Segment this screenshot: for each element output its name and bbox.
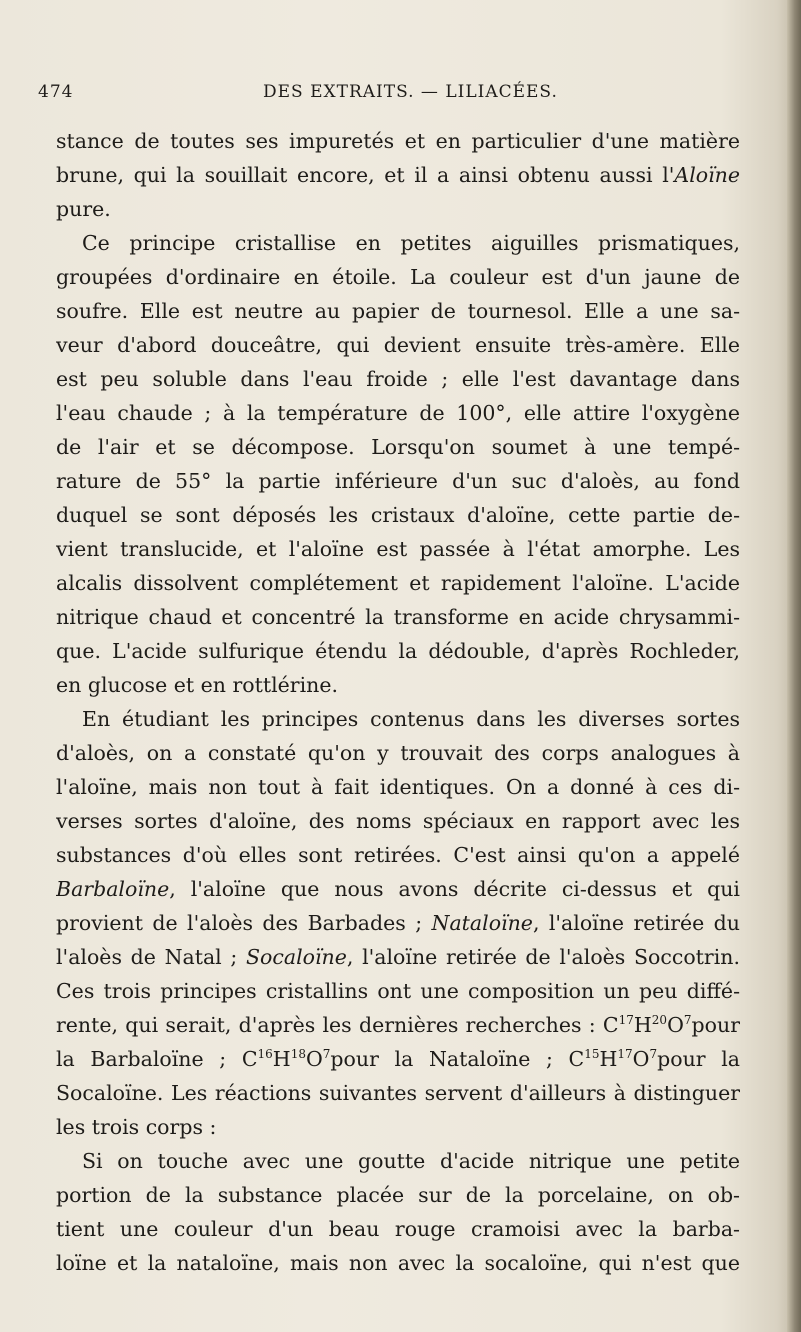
text-line-14: alcalis dissolvent complétement et rapidement l'aloïne. L'acide bbox=[56, 571, 740, 595]
text-line-8: est peu soluble dans l'eau froide ; elle l'est davantage dans bbox=[56, 367, 740, 391]
text-line-4: Ce principe cristallise en petites aiguilles prismatiques, bbox=[82, 231, 740, 255]
text-line-27: rente, qui serait, d'après les dernières recherches : $C^{17}H^{20}O^7pour$ bbox=[56, 1013, 740, 1037]
text-line-23: Barbaloïne, l'aloïne que nous avons décrite ci-dessus et qui bbox=[56, 877, 740, 901]
text-line-25: l'aloès de Natal ; Socaloïne, l'aloïne retirée de l'aloès Soccotrin. bbox=[56, 945, 740, 969]
formula-socaloine-o: 7 bbox=[649, 1047, 658, 1061]
formula-socaloine-h: 17 bbox=[617, 1047, 633, 1061]
text-line-16: que. L'acide sulfurique étendu la dédouble, d'après Rochleder, bbox=[56, 639, 740, 663]
page-number: 474 bbox=[38, 82, 74, 102]
page-edge-shadow bbox=[787, 0, 801, 1332]
text-line-28: la Barbaloïne ; $C^{16}H^{18}O^7pour$ la Nataloïne ; $C^{15}H^{17}O^7pour$ la bbox=[56, 1047, 740, 1071]
text-line-29: Socaloïne. Les réactions suivantes servent d'ailleurs à distinguer bbox=[56, 1081, 740, 1105]
text-line-7: veur d'abord douceâtre, qui devient ensuite très-amère. Elle bbox=[56, 333, 740, 357]
text-line-1: stance de toutes ses impuretés et en particulier d'une matière bbox=[56, 129, 740, 153]
body-text bbox=[56, 124, 740, 1280]
formula-nataloine-h: 18 bbox=[290, 1047, 306, 1061]
text-line-12: duquel se sont déposés les cristaux d'aloïne, cette partie de- bbox=[56, 503, 740, 527]
text-line-10: de l'air et se décompose. Lorsqu'on soumet à une tempé- bbox=[56, 435, 740, 459]
formula-nataloine-c: 16 bbox=[257, 1047, 273, 1061]
italic-term-aloine: Aloïne bbox=[674, 163, 740, 187]
formula-barbaloine-o: 7 bbox=[683, 1013, 692, 1027]
text-line-22: substances d'où elles sont retirées. C'est ainsi qu'on a appelé bbox=[56, 843, 740, 867]
text-line-9: l'eau chaude ; à la température de 100°, elle attire l'oxygène bbox=[56, 401, 740, 425]
text-line-26: Ces trois principes cristallins ont une composition un peu diffé- bbox=[56, 979, 740, 1003]
text-line-33: tient une couleur d'un beau rouge cramoisi avec la barba- bbox=[56, 1217, 740, 1241]
text-line-19: d'aloès, on a constaté qu'on y trouvait des corps analogues à bbox=[56, 741, 740, 765]
text-line-32: portion de la substance placée sur de la porcelaine, on ob- bbox=[56, 1183, 740, 1207]
text-line-30: les trois corps : bbox=[56, 1115, 217, 1139]
formula-barbaloine-h: 20 bbox=[651, 1013, 668, 1027]
text-line-34: loïne et la nataloïne, mais non avec la socaloïne, qui n'est que bbox=[56, 1251, 740, 1275]
italic-term-barbaloine: Barbaloïne bbox=[56, 877, 170, 901]
text-line-31: Si on touche avec une goutte d'acide nitrique une petite bbox=[82, 1149, 740, 1173]
text-line-6: soufre. Elle est neutre au papier de tournesol. Elle a une sa- bbox=[56, 299, 740, 323]
text-line-17: en glucose et en rottlérine. bbox=[56, 673, 338, 697]
running-title: DES EXTRAITS. — LILIACÉES. bbox=[263, 82, 558, 102]
formula-socaloine-c: 15 bbox=[584, 1047, 600, 1061]
text-line-5: groupées d'ordinaire en étoile. La couleur est d'un jaune de bbox=[56, 265, 740, 289]
italic-term-nataloine: Nataloïne bbox=[431, 911, 533, 935]
text-line-18: En étudiant les principes contenus dans les diverses sortes bbox=[82, 707, 740, 731]
page-header bbox=[38, 82, 738, 112]
text-line-3: pure. bbox=[56, 197, 111, 221]
text-line-21: verses sortes d'aloïne, des noms spéciaux en rapport avec les bbox=[56, 809, 740, 833]
formula-barbaloine-c: 17 bbox=[618, 1013, 634, 1027]
text-line-15: nitrique chaud et concentré la transforme en acide chrysammi- bbox=[56, 605, 740, 629]
formula-nataloine-o: 7 bbox=[322, 1047, 331, 1061]
italic-term-socaloine: Socaloïne bbox=[246, 945, 347, 969]
text-line-20: l'aloïne, mais non tout à fait identiques. On a donné à ces di- bbox=[56, 775, 740, 799]
text-line-13: vient translucide, et l'aloïne est passée à l'état amorphe. Les bbox=[56, 537, 740, 561]
text-line-11: rature de 55° la partie inférieure d'un suc d'aloès, au fond bbox=[56, 469, 740, 493]
text-line-24: provient de l'aloès des Barbades ; Nataloïne, l'aloïne retirée du bbox=[56, 911, 740, 935]
text-line-2: brune, qui la souillait encore, et il a ainsi obtenu aussi l'Aloïne bbox=[56, 163, 740, 187]
